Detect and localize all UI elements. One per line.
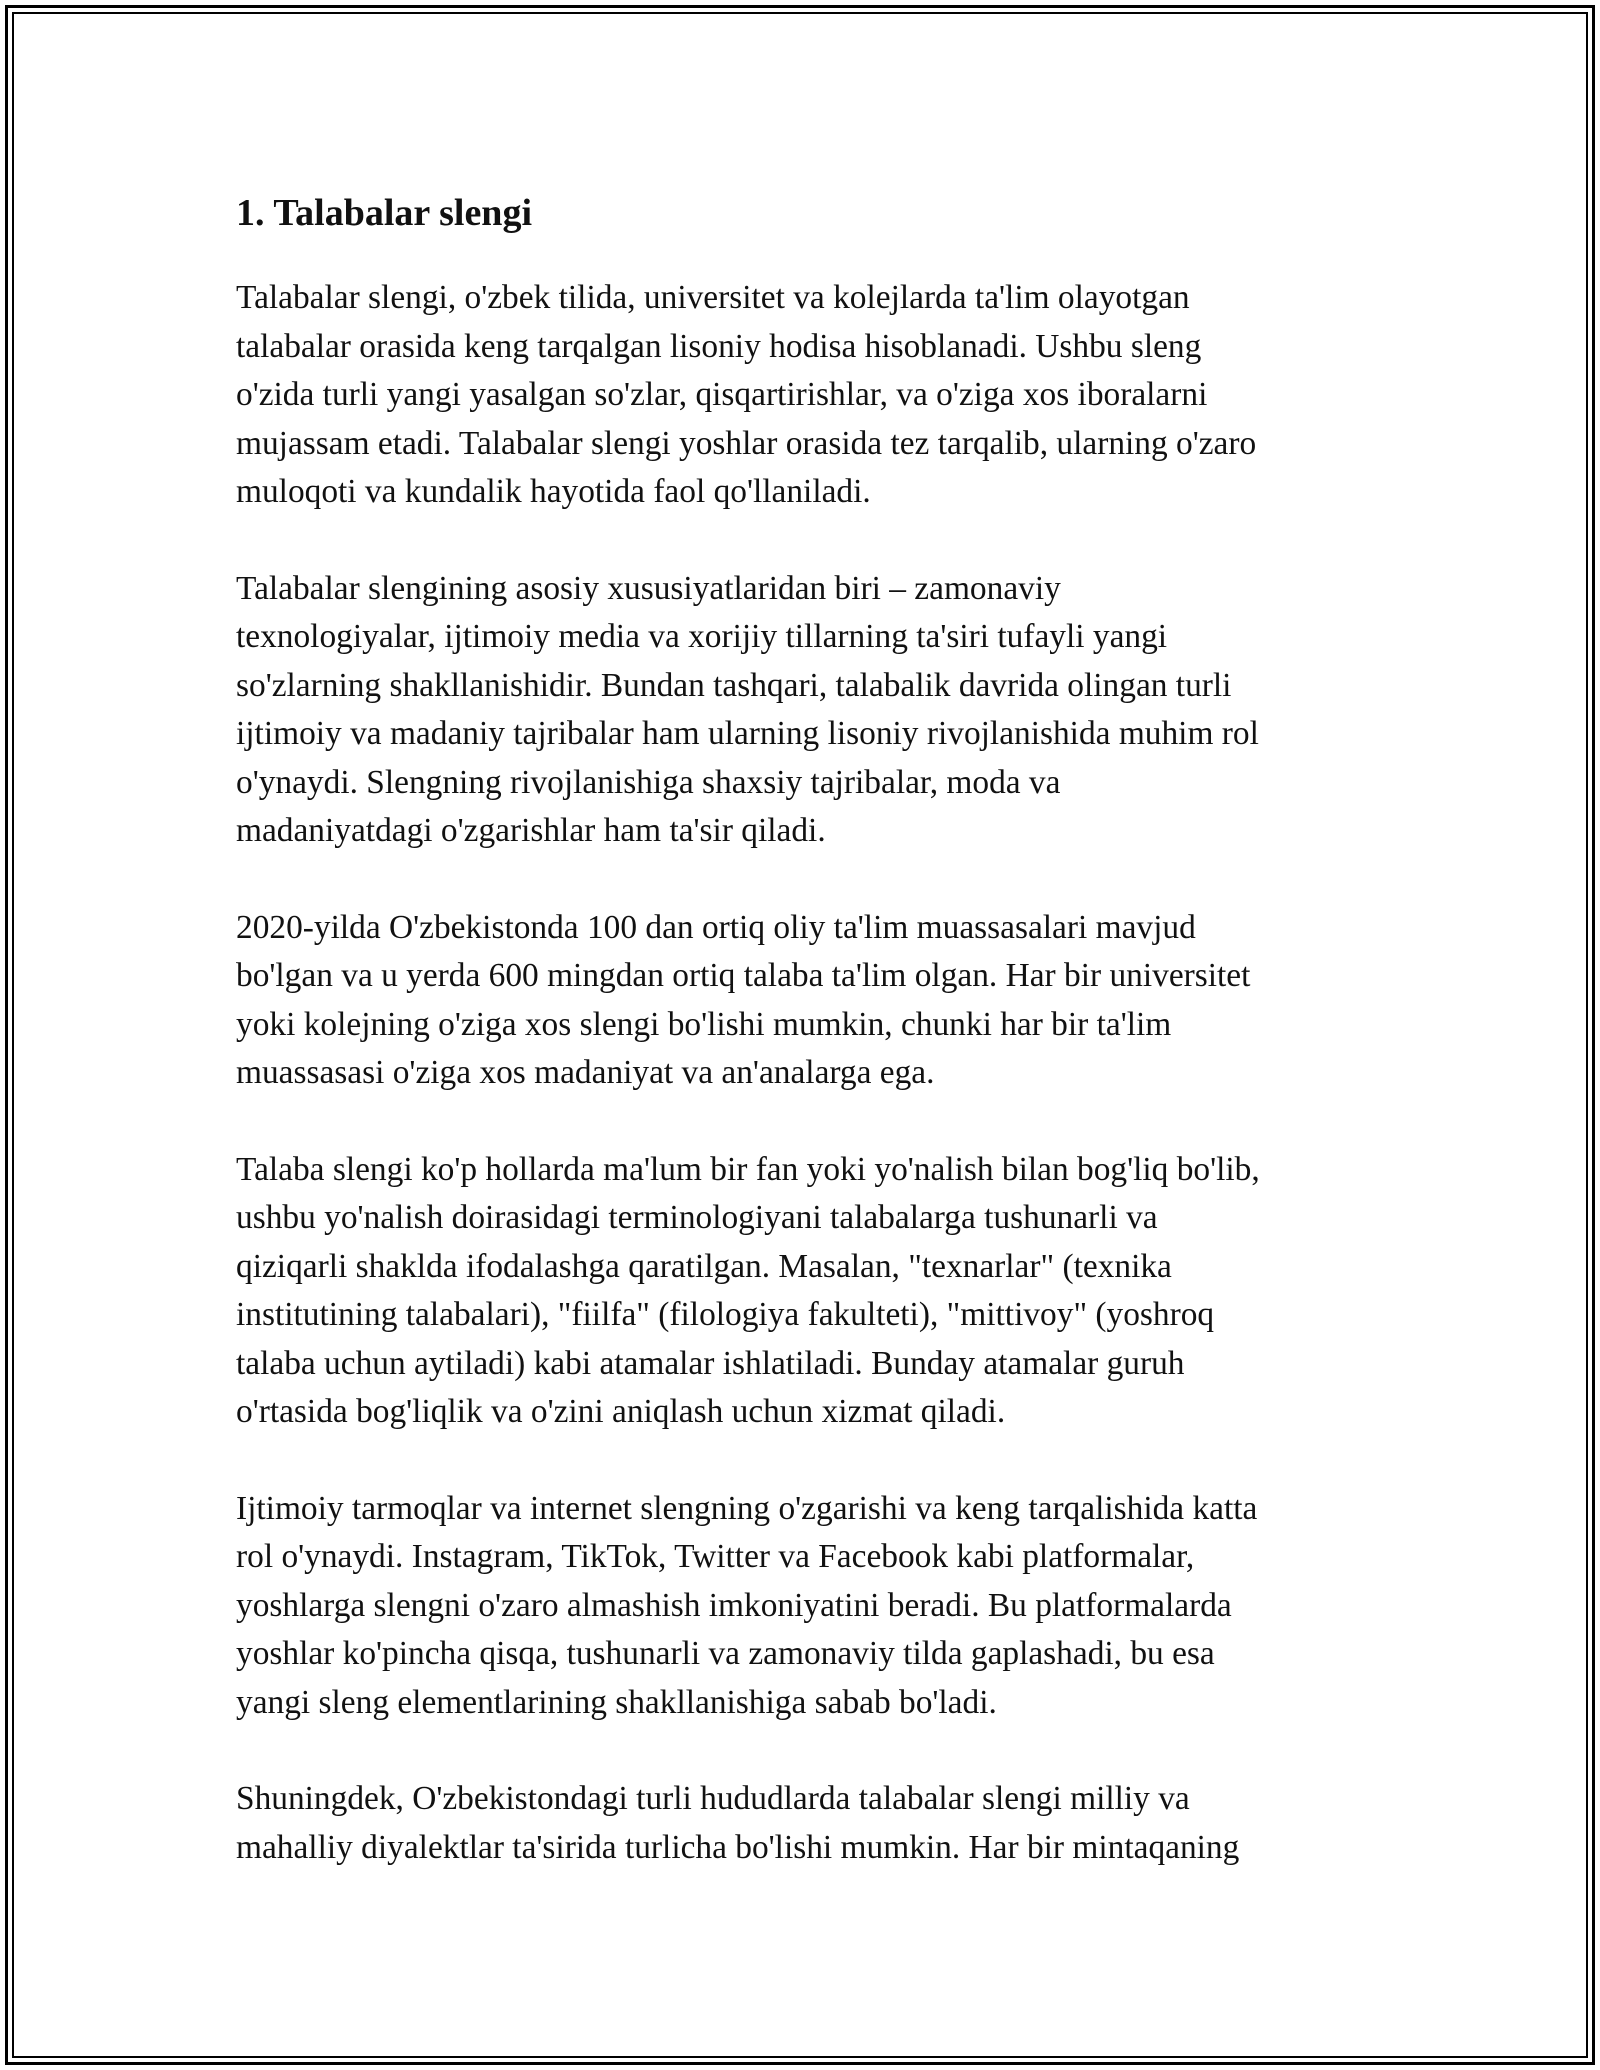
paragraph-examples: Talaba slengi ko'p hollarda ma'lum bir fan yoki yo'nalish bilan bog'liq bo'lib, ushbu yo'nalish doirasidagi terminologiyani talabalarga tushunarli va qiziqarli shaklda ifodalashga qaratilgan. Masalan, "texnarlar" (texnika institutining talabalari), "fiilfa" (filologiya fakulteti), "mittivoy" (yoshroq talaba uchun aytiladi) kabi atamalar ishlatiladi. Bunday atamalar guruh o'rtasida bog'liqlik va o'zini aniqlash uchun xizmat qiladi. [236,1150,1260,1430]
paragraph-regional: Shuningdek, O'zbekistondagi turli hududlarda talabalar slengi milliy va mahalliy diyalektlar ta'sirida turlicha bo'lishi mumkin. Har bir mintaqaning [236,1780,1240,1866]
document-body [236,186,1386,1920]
section-heading: 1. Talabalar slengi [236,192,533,234]
paragraph-intro: Talabalar slengi, o'zbek tilida, universitet va kolejlarda ta'lim olayotgan talabalar orasida keng tarqalgan lisoniy hodisa hisoblanadi. Ushbu sleng o'zida turli yangi yasalgan so'zlar, qisqartirishlar, va o'ziga xos iboralarni mujassam etadi. Talabalar slengi yoshlar orasida tez tarqalib, ularning o'zaro muloqoti va kundalik hayotida faol qo'llaniladi. [236,279,1257,510]
paragraph-social-media: Ijtimoiy tarmoqlar va internet slengning o'zgarishi va keng tarqalishida katta rol o'ynaydi. Instagram, TikTok, Twitter va Facebook kabi platformalar, yoshlarga slengni o'zaro almashish imkoniyatini beradi. Bu platformalarda yoshlar ko'pincha qisqa, tushunarli va zamonaviy tilda gaplashadi, bu esa yangi sleng elementlarining shakllanishiga sabab bo'ladi. [236,1489,1258,1721]
paragraph-statistics: 2020-yilda O'zbekistonda 100 dan ortiq oliy ta'lim muassasalari mavjud bo'lgan va u yerda 600 mingdan ortiq talaba ta'lim olgan. Har bir universitet yoki kolejning o'ziga xos slengi bo'lishi mumkin, chunki har bir ta'lim muassasasi o'ziga xos madaniyat va an'analarga ega. [236,908,1251,1091]
paragraph-features: Talabalar slengining asosiy xususiyatlaridan biri – zamonaviy texnologiyalar, ijtimoiy media va xorijiy tillarning ta'siri tufayli yangi so'zlarning shakllanishidir. Bundan tashqari, talabalik davrida olingan turli ijtimoiy va madaniy tajribalar ham ularning lisoniy rivojlanishida muhim rol o'ynaydi. Slengning rivojlanishiga shaxsiy tajribalar, moda va madaniyatdagi o'zgarishlar ham ta'sir qiladi. [236,569,1259,849]
